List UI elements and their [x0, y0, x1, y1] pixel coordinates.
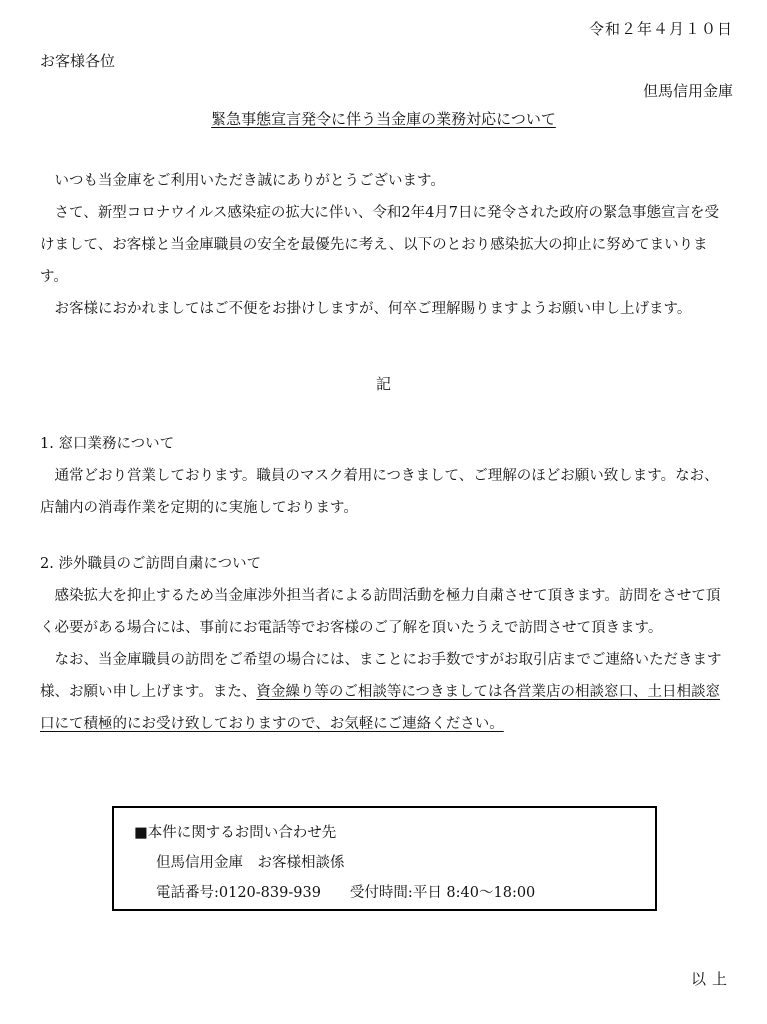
document-date: 令和２年４月１０日 — [588, 20, 733, 38]
ki-marker: 記 — [375, 375, 391, 393]
section-2-underlined-text: 資金繰り等のご相談等につきましては各営業店の相談窓口、土日相談窓口にて積極的にお受け致しておりますので、お気軽にご連絡ください。 — [40, 684, 721, 732]
intro-paragraph-2: さて、新型コロナウイルス感染症の拡大に伴い、令和2年4月7日に発令された政府の緊急事態宣言を受けまして、お客様と当金庫職員の安全を最優先に考え、以下のとおり感染拡大の抑止に努めてまいります。 — [40, 205, 720, 285]
intro-paragraph-1: いつも当金庫をご利用いただき誠にありがとうございます。 — [54, 173, 445, 189]
section-2-body-2-text: なお、当金庫職員の訪問をご希望の場合には、まことにお手数ですがお取引店までご連絡いただきます様、お願い申し上げます。また、 — [40, 652, 722, 700]
document-title: 緊急事態宣言発令に伴う当金庫の業務対応について — [211, 110, 556, 128]
section-2-heading: 2. 渉外職員のご訪問自粛について — [40, 556, 262, 572]
section-counter-service — [40, 428, 730, 524]
section-1-body: 通常どおり営業しております。職員のマスク着用につきまして、ご理解のほどお願い致します。なお、店舗内の消毒作業を定期的に実施しております。 — [40, 468, 719, 516]
contact-phone-hours: 電話番号:0120-839-939 受付時間:平日 8:40～18:00 — [156, 885, 536, 901]
section-visit-suspension — [40, 548, 730, 740]
section-2-body-2 — [40, 644, 730, 740]
closing-mark: 以上 — [690, 970, 733, 988]
sender-name: 但馬信用金庫 — [642, 82, 733, 100]
section-2-body-1: 感染拡大を抑止するため当金庫渉外担当者による訪問活動を極力自粛させて頂きます。訪問をさせて頂く必要がある場合には、事前にお電話等でお客様のご了解を頂いたうえで訪問させて頂きます。 — [40, 588, 721, 636]
intro-section — [40, 165, 730, 325]
section-1-heading: 1. 窓口業務について — [40, 436, 175, 452]
contact-organization: 但馬信用金庫 お客様相談係 — [156, 855, 345, 871]
intro-paragraph-3: お客様におかれましてはご不便をお掛けしますが、何卒ご理解賜りますようお願い申し上げます。 — [54, 301, 692, 317]
addressee: お客様各位 — [40, 52, 116, 70]
contact-box — [112, 806, 657, 911]
contact-heading: ■本件に関するお問い合わせ先 — [134, 825, 337, 841]
